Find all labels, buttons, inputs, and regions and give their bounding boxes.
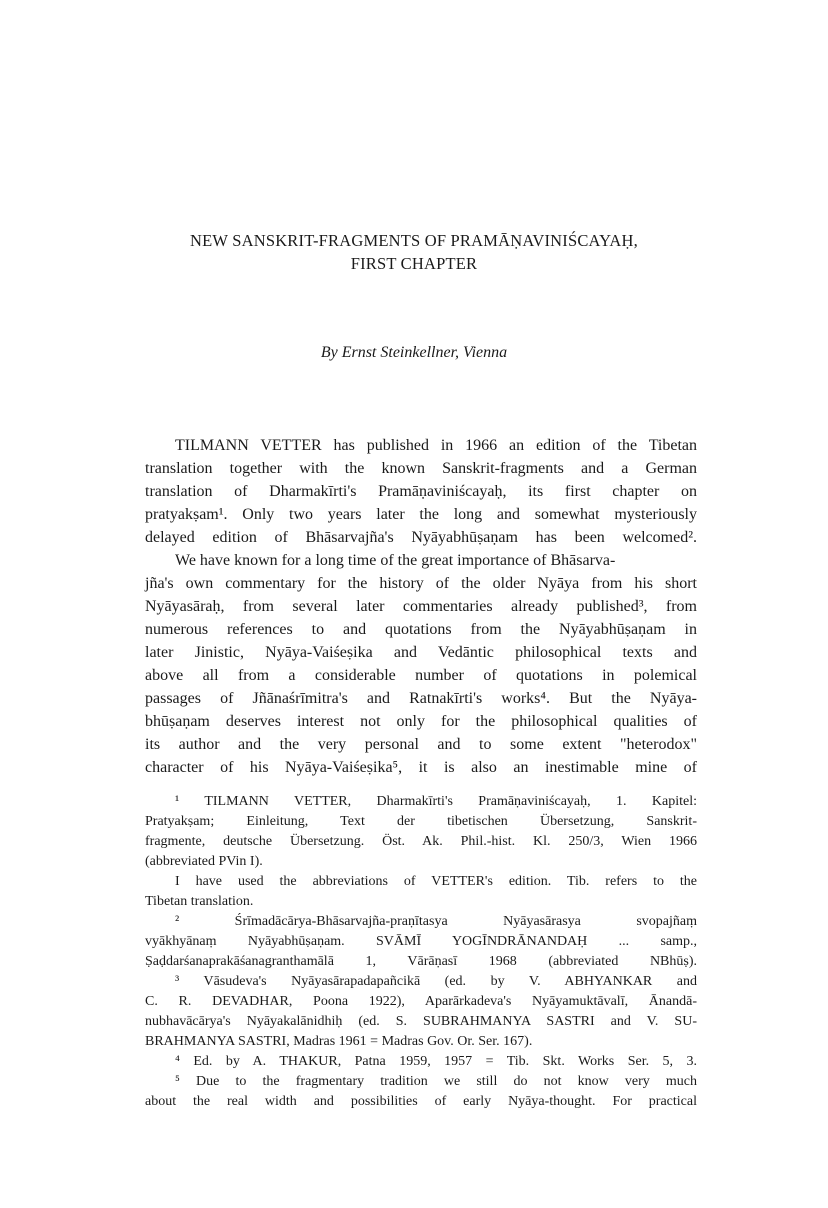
body-line: bhūṣaṇam deserves interest not only for the philosophical qualities of — [145, 713, 697, 730]
body-line: its author and the very personal and to some extent "heterodox" — [145, 736, 697, 753]
body-line: character of his Nyāya-Vaiśeṣika⁵, it is also an inestimable mine of — [145, 759, 697, 776]
footnote-line: about the real width and possibilities of early Nyāya-thought. For practical — [145, 1094, 697, 1109]
footnote-line: ¹ TILMANN VETTER, Dharmakīrti's Pramāṇaviniścayaḥ, 1. Kapitel: — [175, 794, 697, 809]
footnote-line: Tibetan translation. — [145, 894, 254, 909]
body-line: later Jinistic, Nyāya-Vaiśeṣika and Vedāntic philosophical texts and — [145, 644, 697, 661]
footnote-line: ³ Vāsudeva's Nyāyasārapadapañcikā (ed. by V. ABHYANKAR and — [175, 974, 697, 989]
footnote-line: (abbreviated PVin I). — [145, 854, 263, 869]
body-line: pratyakṣam¹. Only two years later the long and somewhat mysteriously — [145, 506, 697, 523]
body-line: passages of Jñānaśrīmitra's and Ratnakīrti's works⁴. But the Nyāya- — [145, 690, 697, 707]
footnote-line: fragmente, deutsche Übersetzung. Öst. Ak. Phil.-hist. Kl. 250/3, Wien 1966 — [145, 834, 697, 849]
article-title-line-2: FIRST CHAPTER — [350, 254, 478, 273]
body-line: Nyāyasāraḥ, from several later commentaries already published³, from — [145, 598, 697, 615]
body-line: We have known for a long time of the great importance of Bhāsarva- — [175, 552, 616, 569]
body-line: jña's own commentary for the history of the older Nyāya from his short — [145, 575, 697, 592]
body-line: above all from a considerable number of quotations in polemical — [145, 667, 697, 684]
article-title-line-1: NEW SANSKRIT-FRAGMENTS OF PRAMĀṆAVINIŚCAYAḤ, — [190, 231, 638, 250]
footnote-line: I have used the abbreviations of VETTER's edition. Tib. refers to the — [175, 874, 697, 889]
author-byline: By Ernst Steinkellner, Vienna — [320, 344, 508, 361]
footnote-line: Pratyakṣam; Einleitung, Text der tibetischen Übersetzung, Sanskrit- — [145, 814, 697, 829]
body-line: translation together with the known Sanskrit-fragments and a German — [145, 460, 697, 477]
footnote-line: ⁴ Ed. by A. THAKUR, Patna 1959, 1957 = Tib. Skt. Works Ser. 5, 3. — [175, 1054, 697, 1069]
footnote-line: BRAHMANYA SASTRI, Madras 1961 = Madras Gov. Or. Ser. 167). — [145, 1034, 533, 1049]
body-line: translation of Dharmakīrti's Pramāṇaviniścayaḥ, its first chapter on — [145, 483, 697, 500]
footnote-line: C. R. DEVADHAR, Poona 1922), Aparārkadeva's Nyāyamuktāvalī, Ānandā- — [145, 994, 697, 1009]
footnote-line: nubhavācārya's Nyāyakalānidhiḥ (ed. S. SUBRAHMANYA SASTRI and V. SU- — [145, 1014, 697, 1029]
body-line: numerous references to and quotations from the Nyāyabhūṣaṇam in — [145, 621, 697, 638]
body-line: TILMANN VETTER has published in 1966 an edition of the Tibetan — [175, 437, 697, 454]
footnote-line: vyākhyānaṃ Nyāyabhūṣaṇam. SVĀMĪ YOGĪNDRĀNANDAḤ ... samp., — [145, 934, 697, 949]
body-line: delayed edition of Bhāsarvajña's Nyāyabhūṣaṇam has been welcomed². — [145, 529, 697, 546]
footnote-line: Ṣaḍdarśanaprakāśanagranthamālā 1, Vārāṇasī 1968 (abbreviated NBhūṣ). — [145, 954, 697, 969]
footnote-line: ⁵ Due to the fragmentary tradition we still do not know very much — [175, 1074, 697, 1089]
footnote-line: ² Śrīmadācārya-Bhāsarvajña-praṇītasya Nyāyasārasya svopajñaṃ — [175, 914, 697, 929]
